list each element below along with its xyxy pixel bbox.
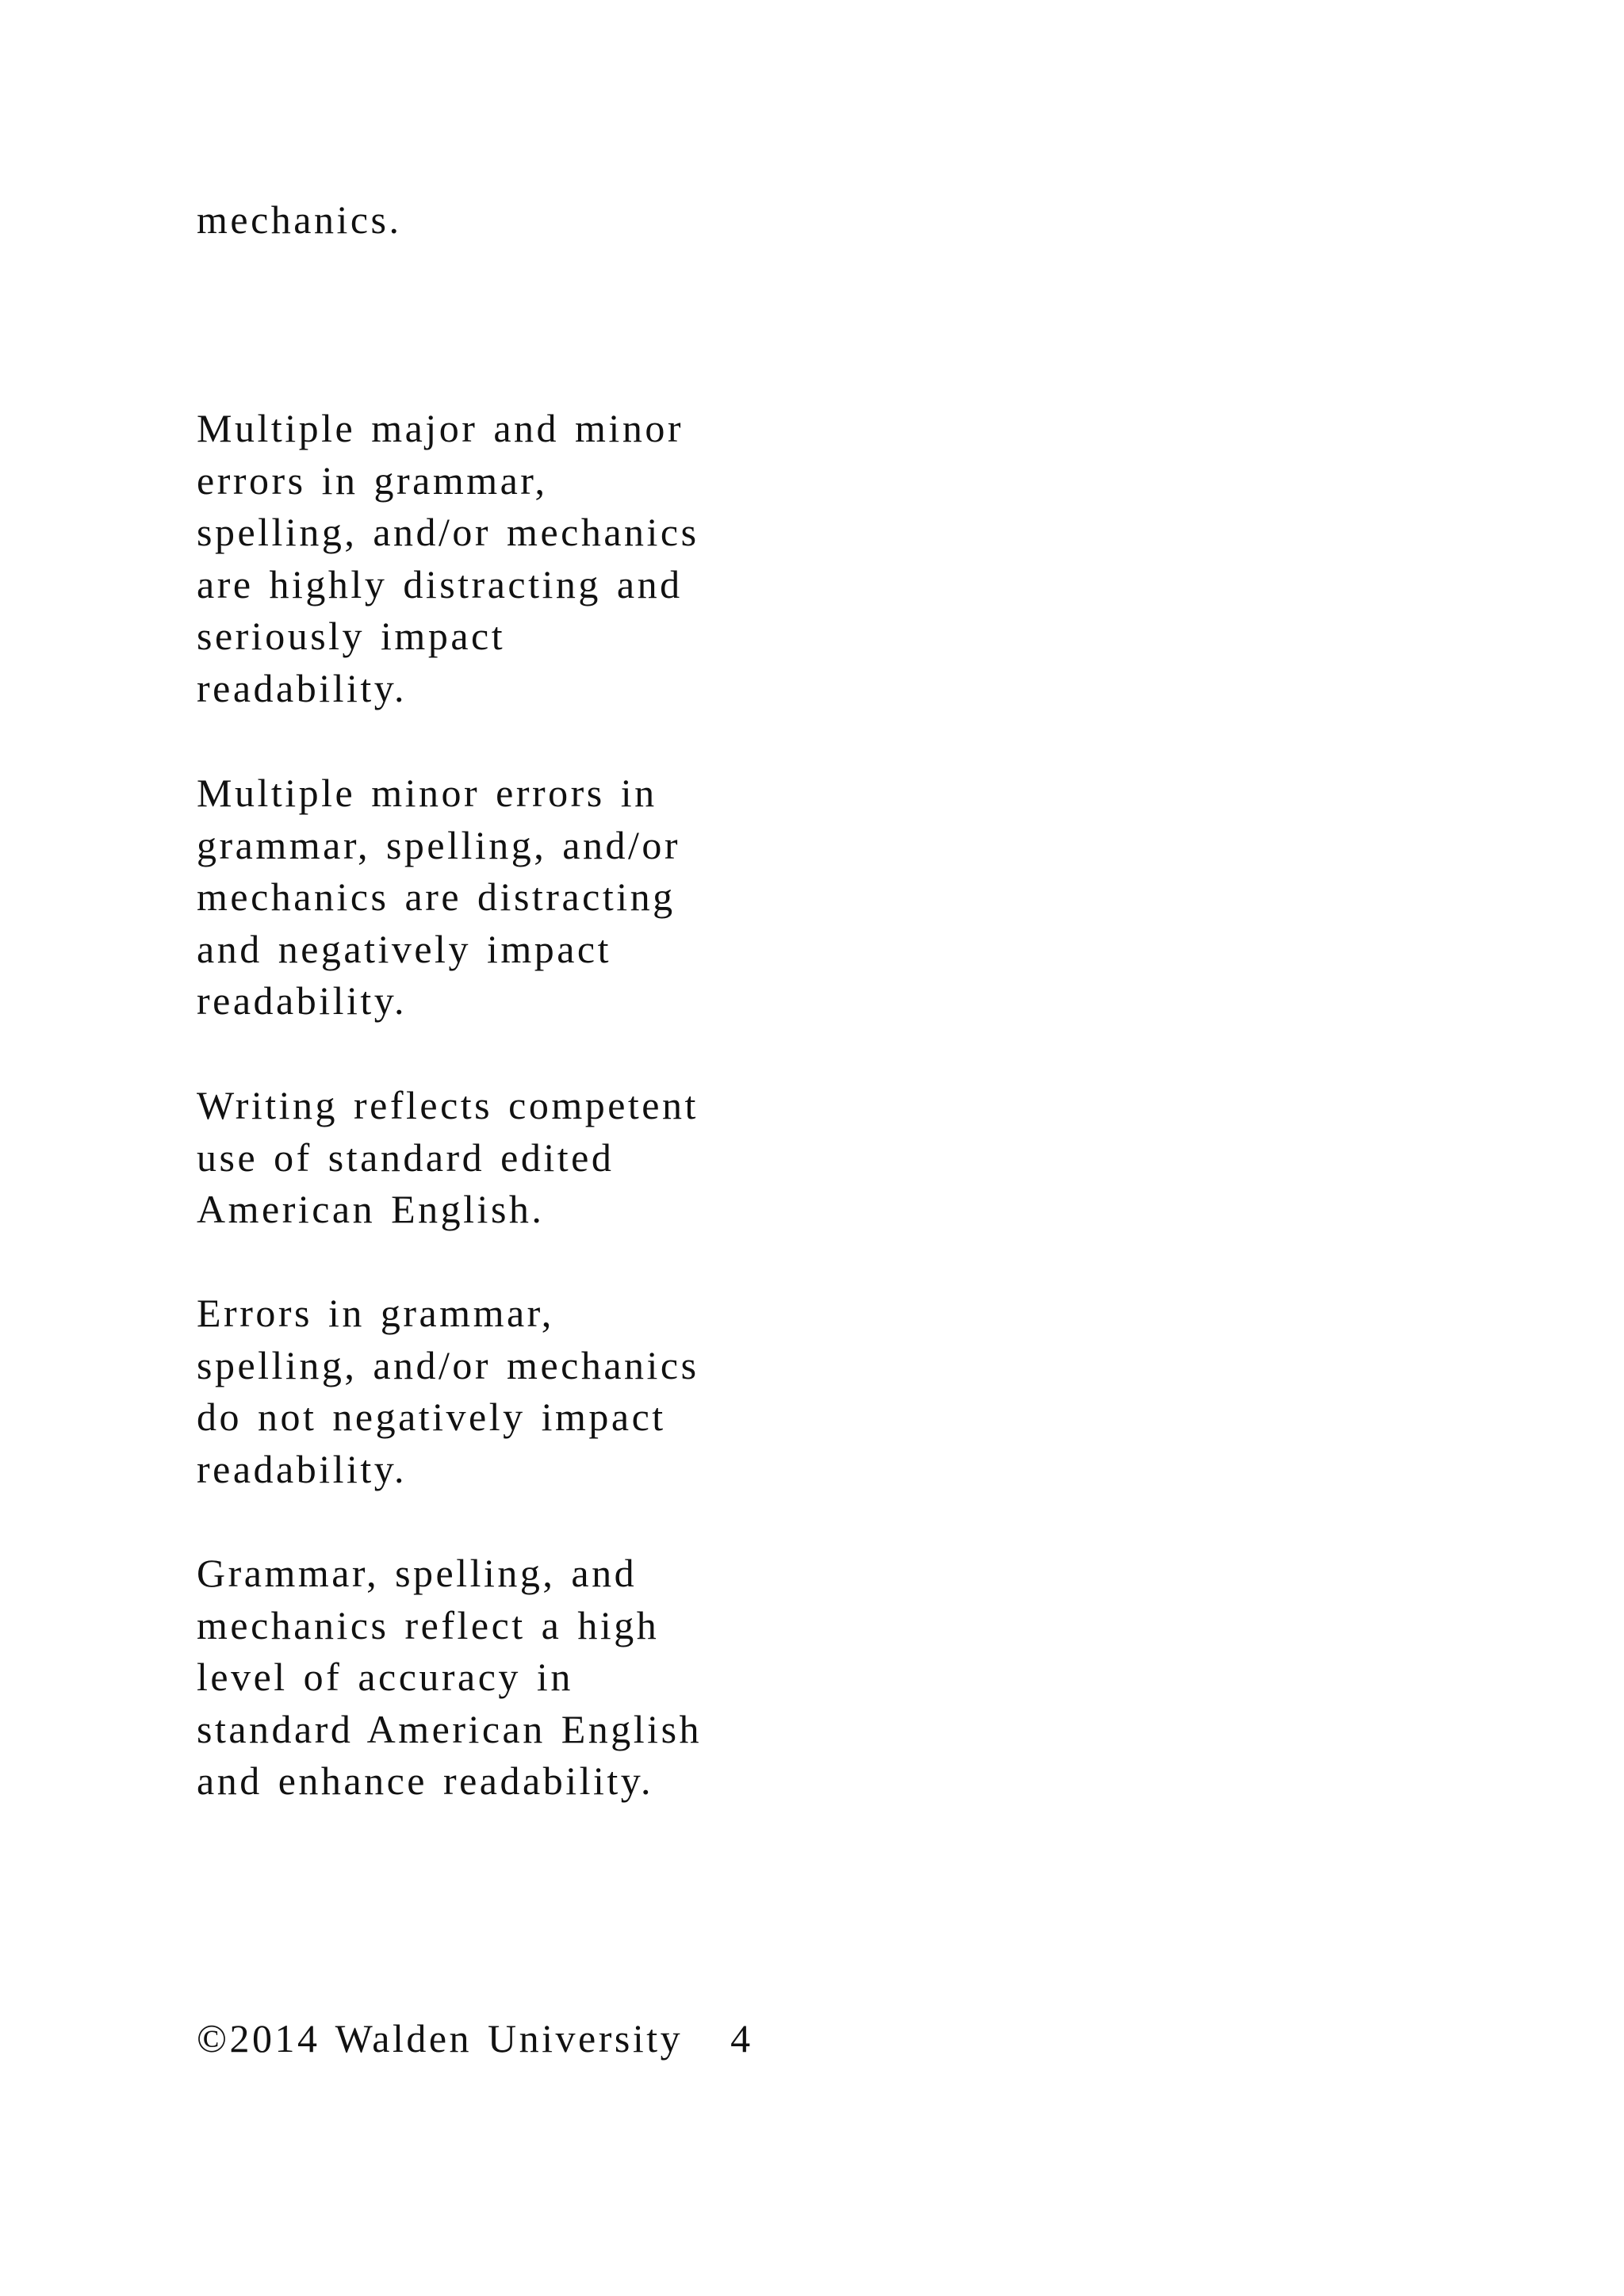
copyright-text: ©2014 Walden University — [197, 2016, 684, 2061]
paragraph-multiple-minor-errors: Multiple minor errors in grammar, spelling, and/or mechanics are distracting and negatively impact readability. — [197, 771, 681, 1023]
paragraph-major-minor-errors: Multiple major and minor errors in grammar, spelling, and/or mechanics are highly distracting and seriously impact readability. — [197, 406, 699, 710]
paragraph-high-accuracy: Grammar, spelling, and mechanics reflect a high level of accuracy in standard American English and enhance readability. — [197, 1551, 703, 1803]
paragraph-errors-not-negative: Errors in grammar, spelling, and/or mechanics do not negatively impact readability. — [197, 1291, 699, 1491]
page-footer — [197, 2012, 753, 2064]
page-number: 4 — [730, 2016, 753, 2061]
top-fragment: mechanics. — [197, 197, 402, 242]
paragraph-competent-use: Writing reflects competent use of standard edited American English. — [197, 1083, 699, 1231]
